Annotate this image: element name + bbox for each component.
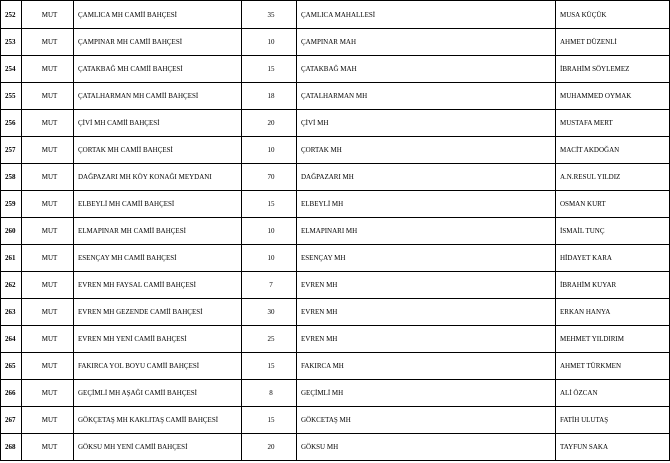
capacity-cell: 15 xyxy=(242,407,297,434)
neighborhood-cell: EVREN MH xyxy=(297,272,556,299)
row-number-cell: 266 xyxy=(1,380,22,407)
neighborhood-cell: EVREN MH xyxy=(297,299,556,326)
area-name-cell: EVREN MH YENİ CAMİİ BAHÇESİ xyxy=(74,326,242,353)
neighborhood-cell: ÇATAKBAĞ MAH xyxy=(297,56,556,83)
area-name-cell: ESENÇAY MH CAMİİ BAHÇESİ xyxy=(74,245,242,272)
district-cell: MUT xyxy=(22,1,74,29)
area-name-cell: ELMAPINAR MH CAMİİ BAHÇESİ xyxy=(74,218,242,245)
capacity-cell: 20 xyxy=(242,434,297,461)
capacity-cell: 35 xyxy=(242,1,297,29)
neighborhood-cell: ESENÇAY MH xyxy=(297,245,556,272)
row-number-cell: 255 xyxy=(1,83,22,110)
row-number-cell: 257 xyxy=(1,137,22,164)
responsible-person-cell: AHMET DÜZENLİ xyxy=(556,29,670,56)
row-number-cell: 268 xyxy=(1,434,22,461)
table-row xyxy=(1,83,670,110)
neighborhood-cell: ELBEYLİ MH xyxy=(297,191,556,218)
capacity-cell: 20 xyxy=(242,110,297,137)
table-body xyxy=(1,1,670,461)
responsible-person-cell: İBRAHİM KUYAR xyxy=(556,272,670,299)
area-name-cell: ELBEYLİ MH CAMİİ BAHÇESİ xyxy=(74,191,242,218)
row-number-cell: 259 xyxy=(1,191,22,218)
district-cell: MUT xyxy=(22,380,74,407)
table-row xyxy=(1,29,670,56)
responsible-person-cell: MUHAMMED OYMAK xyxy=(556,83,670,110)
district-cell: MUT xyxy=(22,164,74,191)
responsible-person-cell: ERKAN HANYA xyxy=(556,299,670,326)
district-cell: MUT xyxy=(22,299,74,326)
capacity-cell: 30 xyxy=(242,299,297,326)
table-row xyxy=(1,1,670,29)
responsible-person-cell: İBRAHİM SÖYLEMEZ xyxy=(556,56,670,83)
row-number-cell: 253 xyxy=(1,29,22,56)
area-name-cell: ÇATALHARMAN MH CAMİİ BAHÇESİ xyxy=(74,83,242,110)
neighborhood-cell: ÇORTAK MH xyxy=(297,137,556,164)
table-row xyxy=(1,353,670,380)
capacity-cell: 10 xyxy=(242,137,297,164)
area-name-cell: EVREN MH FAYSAL CAMİİ BAHÇESİ xyxy=(74,272,242,299)
district-cell: MUT xyxy=(22,110,74,137)
table-row xyxy=(1,218,670,245)
row-number-cell: 252 xyxy=(1,1,22,29)
row-number-cell: 264 xyxy=(1,326,22,353)
row-number-cell: 263 xyxy=(1,299,22,326)
row-number-cell: 260 xyxy=(1,218,22,245)
area-name-cell: EVREN MH GEZENDE CAMİİ BAHÇESİ xyxy=(74,299,242,326)
district-cell: MUT xyxy=(22,218,74,245)
responsible-person-cell: A.N.RESUL YILDIZ xyxy=(556,164,670,191)
district-cell: MUT xyxy=(22,83,74,110)
table-row xyxy=(1,272,670,299)
neighborhood-cell: ÇAMLICA MAHALLESİ xyxy=(297,1,556,29)
capacity-cell: 15 xyxy=(242,353,297,380)
responsible-person-cell: HİDAYET KARA xyxy=(556,245,670,272)
area-name-cell: FAKIRCA YOL BOYU CAMİİ BAHÇESİ xyxy=(74,353,242,380)
district-cell: MUT xyxy=(22,326,74,353)
area-name-cell: GEÇİMLİ MH AŞAĞI CAMİİ BAHÇESİ xyxy=(74,380,242,407)
capacity-cell: 8 xyxy=(242,380,297,407)
responsible-person-cell: TAYFUN SAKA xyxy=(556,434,670,461)
neighborhood-cell: GÖKSU MH xyxy=(297,434,556,461)
capacity-cell: 15 xyxy=(242,56,297,83)
district-cell: MUT xyxy=(22,407,74,434)
area-name-cell: ÇATAKBAĞ MH CAMİİ BAHÇESİ xyxy=(74,56,242,83)
responsible-person-cell: MEHMET YILDIRIM xyxy=(556,326,670,353)
table-row xyxy=(1,191,670,218)
neighborhood-cell: GÖKCETAŞ MH xyxy=(297,407,556,434)
area-name-cell: GÖKSU MH YENİ CAMİİ BAHÇESİ xyxy=(74,434,242,461)
row-number-cell: 267 xyxy=(1,407,22,434)
neighborhood-cell: FAKIRCA MH xyxy=(297,353,556,380)
responsible-person-cell: FATİH ULUTAŞ xyxy=(556,407,670,434)
neighborhood-cell: ÇAMPINAR MAH xyxy=(297,29,556,56)
district-cell: MUT xyxy=(22,137,74,164)
neighborhood-cell: DAĞPAZARI MH xyxy=(297,164,556,191)
capacity-cell: 7 xyxy=(242,272,297,299)
table-row xyxy=(1,245,670,272)
table-row xyxy=(1,299,670,326)
district-cell: MUT xyxy=(22,434,74,461)
capacity-cell: 10 xyxy=(242,245,297,272)
district-cell: MUT xyxy=(22,272,74,299)
responsible-person-cell: OSMAN KURT xyxy=(556,191,670,218)
table-row xyxy=(1,380,670,407)
table-row xyxy=(1,56,670,83)
responsible-person-cell: MACİT AKDOĞAN xyxy=(556,137,670,164)
responsible-person-cell: İSMAİL TUNÇ xyxy=(556,218,670,245)
area-name-cell: ÇAMPINAR MH CAMİİ BAHÇESİ xyxy=(74,29,242,56)
row-number-cell: 265 xyxy=(1,353,22,380)
area-name-cell: ÇAMLICA MH CAMİİ BAHÇESİ xyxy=(74,1,242,29)
responsible-person-cell: AHMET TÜRKMEN xyxy=(556,353,670,380)
table-row xyxy=(1,110,670,137)
area-name-cell: ÇORTAK MH CAMİİ BAHÇESİ xyxy=(74,137,242,164)
district-cell: MUT xyxy=(22,245,74,272)
neighborhood-cell: ÇATALHARMAN MH xyxy=(297,83,556,110)
capacity-cell: 10 xyxy=(242,29,297,56)
neighborhood-cell: ELMAPINARI MH xyxy=(297,218,556,245)
capacity-cell: 25 xyxy=(242,326,297,353)
capacity-cell: 15 xyxy=(242,191,297,218)
district-cell: MUT xyxy=(22,353,74,380)
row-number-cell: 256 xyxy=(1,110,22,137)
responsible-person-cell: MUSA KÜÇÜK xyxy=(556,1,670,29)
row-number-cell: 261 xyxy=(1,245,22,272)
table-row xyxy=(1,137,670,164)
capacity-cell: 10 xyxy=(242,218,297,245)
area-name-cell: DAĞPAZARI MH KÖY KONAĞI MEYDANI xyxy=(74,164,242,191)
table-row xyxy=(1,326,670,353)
area-name-cell: GÖKÇETAŞ MH KAKLITAŞ CAMİİ BAHÇESİ xyxy=(74,407,242,434)
responsible-person-cell: MUSTAFA MERT xyxy=(556,110,670,137)
table-row xyxy=(1,407,670,434)
district-cell: MUT xyxy=(22,191,74,218)
district-cell: MUT xyxy=(22,56,74,83)
row-number-cell: 262 xyxy=(1,272,22,299)
table-row xyxy=(1,164,670,191)
neighborhood-cell: EVREN MH xyxy=(297,326,556,353)
row-number-cell: 258 xyxy=(1,164,22,191)
neighborhood-cell: ÇİVİ MH xyxy=(297,110,556,137)
capacity-cell: 18 xyxy=(242,83,297,110)
district-cell: MUT xyxy=(22,29,74,56)
neighborhood-cell: GEÇİMLİ MH xyxy=(297,380,556,407)
responsible-person-cell: ALİ ÖZCAN xyxy=(556,380,670,407)
table-row xyxy=(1,434,670,461)
capacity-cell: 70 xyxy=(242,164,297,191)
area-name-cell: ÇİVİ MH CAMİİ BAHÇESİ xyxy=(74,110,242,137)
row-number-cell: 254 xyxy=(1,56,22,83)
